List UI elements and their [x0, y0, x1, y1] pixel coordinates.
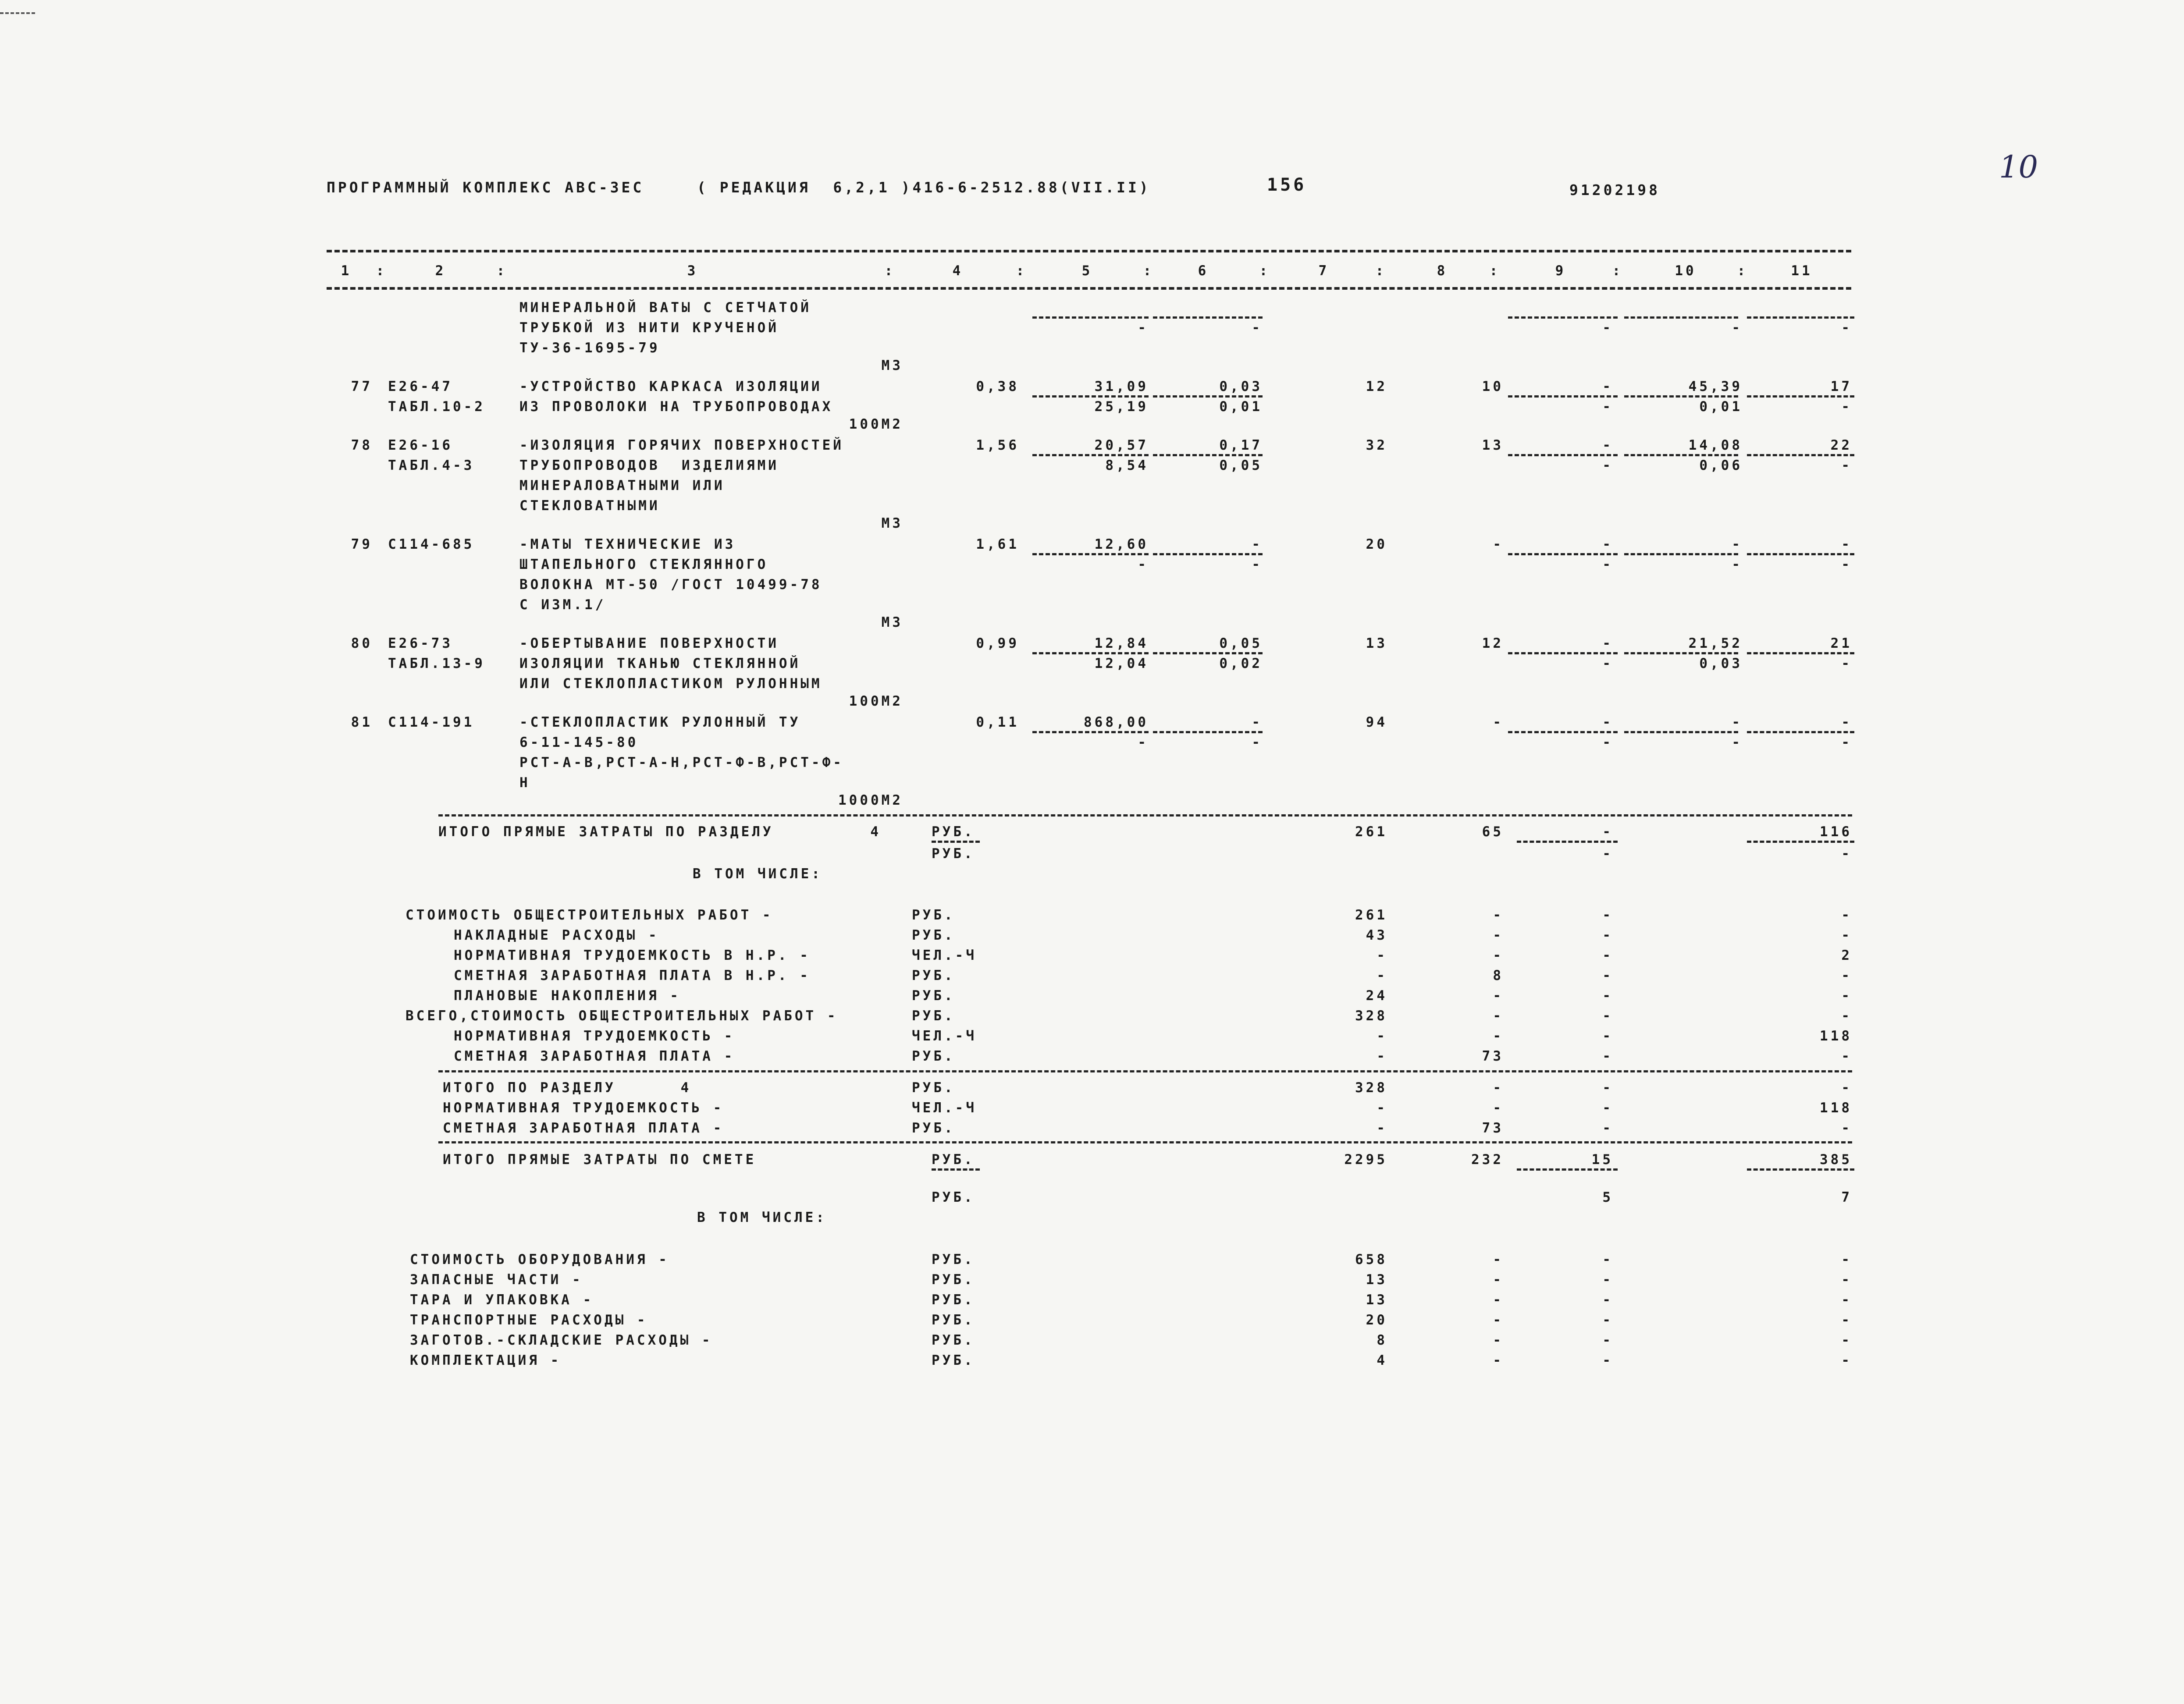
summary-c7: -	[1377, 1120, 1387, 1136]
summary-unit: РУБ.	[912, 1120, 955, 1136]
breakdown-c9: -	[1602, 907, 1613, 923]
breakdown-c8: -	[1493, 1008, 1504, 1024]
value2-c6: -	[1252, 320, 1263, 336]
section-total-unit: РУБ.	[932, 824, 975, 840]
breakdown-c9: -	[1602, 1048, 1613, 1064]
value2-c11: -	[1841, 458, 1852, 473]
value-c9: -	[1602, 437, 1613, 453]
item-number: 79	[351, 536, 373, 552]
value-c11: -	[1841, 714, 1852, 730]
value-underline-c11	[1747, 1168, 1854, 1171]
value2-c6: 0,05	[1219, 458, 1263, 473]
value-c11: 21	[1830, 635, 1852, 651]
summary-c8: -	[1493, 1080, 1504, 1096]
value2-c9: -	[1602, 656, 1613, 671]
equipment-c7: 13	[1366, 1272, 1387, 1288]
section-rule	[438, 814, 1852, 816]
breakdown-label: СТОИМОСТЬ ОБЩЕСТРОИТЕЛЬНЫХ РАБОТ -	[405, 907, 773, 923]
value-c8: -	[1493, 714, 1504, 730]
value-c6: 0,03	[1219, 379, 1263, 394]
item-code: Е26-16	[388, 437, 453, 453]
value-c7: 12	[1366, 379, 1387, 394]
item-code: Е26-47	[388, 379, 453, 394]
edition-label: ( РЕДАКЦИЯ 6,2,1 )416-6-2512.88(VII.II)	[697, 179, 1151, 196]
breakdown-c7: 261	[1355, 907, 1387, 923]
value2-c9: -	[1602, 557, 1613, 572]
item-name-line: Н	[519, 775, 530, 791]
value2-c11: -	[1841, 735, 1852, 750]
breakdown-label: СМЕТНАЯ ЗАРАБОТНАЯ ПЛАТА В Н.Р. -	[454, 968, 811, 983]
value-c11: 17	[1830, 379, 1852, 394]
value-underline-c11	[1747, 841, 1854, 843]
value2-c9: -	[1602, 399, 1613, 415]
breakdown-label: НОРМАТИВНАЯ ТРУДОЕМКОСТЬ -	[454, 1028, 735, 1044]
column-separator: :	[1375, 263, 1387, 279]
value-underline-c9	[1517, 841, 1618, 843]
breakdown-c9: -	[1602, 1008, 1613, 1024]
value-c4: 1,56	[976, 437, 1019, 453]
equipment-c9: -	[1602, 1272, 1613, 1288]
value-c10: -	[1732, 714, 1743, 730]
equipment-c8: -	[1493, 1353, 1504, 1368]
equipment-c7: 658	[1355, 1252, 1387, 1267]
breakdown-label: НАКЛАДНЫЕ РАСХОДЫ -	[454, 927, 659, 943]
item-number: 80	[351, 635, 373, 651]
estimate-total-unit2: РУБ.	[932, 1189, 975, 1205]
equipment-c9: -	[1602, 1292, 1613, 1308]
column-header-1: 1	[341, 263, 352, 279]
value-c7: 13	[1366, 635, 1387, 651]
breakdown-c9: -	[1602, 927, 1613, 943]
summary-c9: -	[1602, 1120, 1613, 1136]
estimate-rule	[438, 1141, 1852, 1143]
equipment-c9: -	[1602, 1252, 1613, 1267]
breakdown-unit: РУБ.	[912, 927, 955, 943]
value2-c10: 0,01	[1699, 399, 1743, 415]
value2-c5: -	[1138, 320, 1149, 336]
value-c7: 94	[1366, 714, 1387, 730]
breakdown-unit: РУБ.	[912, 988, 955, 1004]
item-name-line: ИЗ ПРОВОЛОКИ НА ТРУБОПРОВОДАХ	[519, 399, 833, 415]
equipment-unit: РУБ.	[932, 1353, 975, 1368]
breakdown-label: СМЕТНАЯ ЗАРАБОТНАЯ ПЛАТА -	[454, 1048, 735, 1064]
equipment-c11: -	[1841, 1332, 1852, 1348]
value-c4: 0,99	[976, 635, 1019, 651]
value2-c10: -	[1732, 735, 1743, 750]
item-name-line: -УСТРОЙСТВО КАРКАСА ИЗОЛЯЦИИ	[519, 379, 822, 394]
breakdown-c11: -	[1841, 968, 1852, 983]
column-separator: :	[496, 263, 508, 279]
column-header-5: 5	[1081, 263, 1093, 279]
breakdown-label: ПЛАНОВЫЕ НАКОПЛЕНИЯ -	[454, 988, 681, 1004]
breakdown-c7: -	[1377, 1048, 1387, 1064]
breakdown-c8: -	[1493, 907, 1504, 923]
item-name-line: СТЕКЛОВАТНЫМИ	[519, 498, 660, 514]
equipment-unit: РУБ.	[932, 1272, 975, 1288]
equipment-c8: -	[1493, 1272, 1504, 1288]
section-total-c11: 116	[1820, 824, 1852, 840]
item-name-line: -МАТЫ ТЕХНИЧЕСКИЕ ИЗ	[519, 536, 736, 552]
value-c8: 10	[1482, 379, 1504, 394]
equipment-c7: 20	[1366, 1312, 1387, 1328]
breakdown-c9: -	[1602, 948, 1613, 963]
value-c6: 0,05	[1219, 635, 1263, 651]
item-name-line: ИЛИ СТЕКЛОПЛАСТИКОМ РУЛОННЫМ	[519, 676, 822, 692]
breakdown-c7: 43	[1366, 927, 1387, 943]
estimate-total-unit: РУБ.	[932, 1152, 975, 1168]
program-name: ПРОГРАММНЫЙ КОМПЛЕКС АВС-3ЕС	[327, 179, 644, 196]
value2-c10: 0,06	[1699, 458, 1743, 473]
equipment-c8: -	[1493, 1332, 1504, 1348]
item-code: ТАБЛ.4-3	[388, 458, 475, 473]
breakdown-c7: -	[1377, 1028, 1387, 1044]
in-that-label-2: В ТОМ ЧИСЛЕ:	[697, 1210, 827, 1225]
value-c8: 13	[1482, 437, 1504, 453]
value2-c6: -	[1252, 557, 1263, 572]
breakdown-unit: РУБ.	[912, 907, 955, 923]
value-c11: 22	[1830, 437, 1852, 453]
breakdown-c11: 2	[1841, 948, 1852, 963]
breakdown-c11: -	[1841, 1008, 1852, 1024]
item-code: Е26-73	[388, 635, 453, 651]
column-separator: :	[1143, 263, 1154, 279]
breakdown-c8: 8	[1493, 968, 1504, 983]
document-code: 91202198	[1569, 181, 1660, 199]
summary-c11: -	[1841, 1120, 1852, 1136]
value-c6: -	[1252, 714, 1263, 730]
equipment-c8: -	[1493, 1312, 1504, 1328]
value2-c11: -	[1841, 557, 1852, 572]
breakdown-label: НОРМАТИВНАЯ ТРУДОЕМКОСТЬ В Н.Р. -	[454, 948, 811, 963]
section-total-c9b: -	[1602, 846, 1613, 862]
equipment-label: СТОИМОСТЬ ОБОРУДОВАНИЯ -	[410, 1252, 669, 1267]
equipment-label: ТРАНСПОРТНЫЕ РАСХОДЫ -	[410, 1312, 648, 1328]
value2-c9: -	[1602, 735, 1613, 750]
summary-c9: -	[1602, 1100, 1613, 1116]
page-number: 156	[1267, 175, 1307, 195]
value-c5: 12,60	[1094, 536, 1149, 552]
value-c9: -	[1602, 714, 1613, 730]
item-unit: М3	[881, 614, 903, 630]
equipment-unit: РУБ.	[932, 1252, 975, 1267]
column-header-10: 10	[1675, 263, 1697, 279]
equipment-label: ТАРА И УПАКОВКА -	[410, 1292, 594, 1308]
equipment-c11: -	[1841, 1353, 1852, 1368]
estimate-total-c11b: 7	[1841, 1189, 1852, 1205]
column-header-4: 4	[952, 263, 964, 279]
value2-c9: -	[1602, 320, 1613, 336]
summary-c7: 328	[1355, 1080, 1387, 1096]
scan-mark	[0, 12, 35, 14]
value-c10: 45,39	[1688, 379, 1743, 394]
summary-label: ИТОГО ПО РАЗДЕЛУ 4	[443, 1080, 692, 1096]
column-separator: :	[1612, 263, 1623, 279]
item-unit: 1000М2	[838, 792, 903, 808]
column-separator: :	[1737, 263, 1748, 279]
breakdown-unit: ЧЕЛ.-Ч	[912, 1028, 977, 1044]
item-name-line: РСТ-А-В,РСТ-А-Н,РСТ-Ф-В,РСТ-Ф-	[519, 755, 844, 770]
equipment-c11: -	[1841, 1292, 1852, 1308]
item-unit: 100М2	[849, 416, 903, 432]
summary-c7: -	[1377, 1100, 1387, 1116]
column-header-8: 8	[1437, 263, 1448, 279]
column-header-11: 11	[1791, 263, 1813, 279]
value-c9: -	[1602, 635, 1613, 651]
column-header-9: 9	[1555, 263, 1566, 279]
unit-underline	[932, 841, 980, 843]
equipment-label: ЗАГОТОВ.-СКЛАДСКИЕ РАСХОДЫ -	[410, 1332, 713, 1348]
summary-rule	[438, 1070, 1852, 1072]
column-separator: :	[1489, 263, 1501, 279]
column-separator: :	[376, 263, 387, 279]
value-c7: 20	[1366, 536, 1387, 552]
value2-c11: -	[1841, 320, 1852, 336]
estimate-total-c9b: 5	[1602, 1189, 1613, 1205]
value2-c5: 25,19	[1094, 399, 1149, 415]
item-name-line: МИНЕРАЛОВАТНЫМИ ИЛИ	[519, 478, 725, 493]
equipment-label: ЗАПАСНЫЕ ЧАСТИ -	[410, 1272, 583, 1288]
equipment-unit: РУБ.	[932, 1312, 975, 1328]
breakdown-unit: РУБ.	[912, 968, 955, 983]
item-name-line: -ОБЕРТЫВАНИЕ ПОВЕРХНОСТИ	[519, 635, 779, 651]
value-c5: 31,09	[1094, 379, 1149, 394]
value2-c11: -	[1841, 656, 1852, 671]
breakdown-c9: -	[1602, 968, 1613, 983]
item-name-line: ТРУБКОЙ ИЗ НИТИ КРУЧЕНОЙ	[519, 320, 779, 336]
breakdown-c11: 118	[1820, 1028, 1852, 1044]
equipment-unit: РУБ.	[932, 1332, 975, 1348]
summary-label: СМЕТНАЯ ЗАРАБОТНАЯ ПЛАТА -	[443, 1120, 724, 1136]
item-name-line: -ИЗОЛЯЦИЯ ГОРЯЧИХ ПОВЕРХНОСТЕЙ	[519, 437, 844, 453]
summary-c11: -	[1841, 1080, 1852, 1096]
equipment-c9: -	[1602, 1332, 1613, 1348]
equipment-unit: РУБ.	[932, 1292, 975, 1308]
estimate-total-c11: 385	[1820, 1152, 1852, 1168]
item-name-line: -СТЕКЛОПЛАСТИК РУЛОННЫЙ ТУ	[519, 714, 801, 730]
item-unit: М3	[881, 515, 903, 531]
equipment-c9: -	[1602, 1312, 1613, 1328]
breakdown-label: ВСЕГО,СТОИМОСТЬ ОБЩЕСТРОИТЕЛЬНЫХ РАБОТ -	[405, 1008, 838, 1024]
item-name-line: 6-11-145-80	[519, 735, 639, 750]
equipment-c8: -	[1493, 1292, 1504, 1308]
breakdown-c8: -	[1493, 1028, 1504, 1044]
equipment-c11: -	[1841, 1312, 1852, 1328]
value2-c5: 8,54	[1105, 458, 1149, 473]
value-c4: 1,61	[976, 536, 1019, 552]
summary-unit: РУБ.	[912, 1080, 955, 1096]
summary-unit: ЧЕЛ.-Ч	[912, 1100, 977, 1116]
breakdown-c9: -	[1602, 1028, 1613, 1044]
column-separator: :	[884, 263, 896, 279]
breakdown-c9: -	[1602, 988, 1613, 1004]
value-c8: -	[1493, 536, 1504, 552]
summary-c11: 118	[1820, 1100, 1852, 1116]
item-unit: М3	[881, 358, 903, 373]
handwritten-page-number: 10	[1999, 149, 2038, 185]
equipment-label: КОМПЛЕКТАЦИЯ -	[410, 1353, 562, 1368]
value-c4: 0,38	[976, 379, 1019, 394]
equipment-c8: -	[1493, 1252, 1504, 1267]
item-name-line: МИНЕРАЛЬНОЙ ВАТЫ С СЕТЧАТОЙ	[519, 300, 811, 316]
item-name-line: ШТАПЕЛЬНОГО СТЕКЛЯННОГО	[519, 557, 768, 572]
column-separator: :	[1259, 263, 1270, 279]
value-c5: 12,84	[1094, 635, 1149, 651]
value-c8: 12	[1482, 635, 1504, 651]
section-total-c11b: -	[1841, 846, 1852, 862]
value2-c11: -	[1841, 399, 1852, 415]
breakdown-c7: -	[1377, 948, 1387, 963]
breakdown-c8: -	[1493, 988, 1504, 1004]
value2-c5: -	[1138, 557, 1149, 572]
equipment-c7: 8	[1377, 1332, 1387, 1348]
column-header-3: 3	[687, 263, 698, 279]
unit-underline	[932, 1168, 980, 1171]
breakdown-c7: -	[1377, 968, 1387, 983]
item-name-line: ТУ-36-1695-79	[519, 340, 660, 356]
item-number: 77	[351, 379, 373, 394]
breakdown-c11: -	[1841, 988, 1852, 1004]
value-c11: -	[1841, 536, 1852, 552]
column-header-6: 6	[1198, 263, 1209, 279]
value2-c6: 0,01	[1219, 399, 1263, 415]
breakdown-c11: -	[1841, 927, 1852, 943]
summary-c8: -	[1493, 1100, 1504, 1116]
summary-c9: -	[1602, 1080, 1613, 1096]
breakdown-unit: РУБ.	[912, 1008, 955, 1024]
item-number: 81	[351, 714, 373, 730]
estimate-total-c8: 232	[1471, 1152, 1504, 1168]
value2-c10: 0,03	[1699, 656, 1743, 671]
in-that-label: В ТОМ ЧИСЛЕ:	[693, 866, 822, 882]
breakdown-c11: -	[1841, 1048, 1852, 1064]
value-c4: 0,11	[976, 714, 1019, 730]
summary-label: НОРМАТИВНАЯ ТРУДОЕМКОСТЬ -	[443, 1100, 724, 1116]
value-c7: 32	[1366, 437, 1387, 453]
section-total-c7: 261	[1355, 824, 1387, 840]
value-c10: 21,52	[1688, 635, 1743, 651]
item-name-line: ТРУБОПРОВОДОВ ИЗДЕЛИЯМИ	[519, 458, 779, 473]
summary-c8: 73	[1482, 1120, 1504, 1136]
section-total-c8: 65	[1482, 824, 1504, 840]
breakdown-c8: -	[1493, 927, 1504, 943]
equipment-c7: 4	[1377, 1353, 1387, 1368]
header-rule-bottom	[327, 287, 1851, 290]
value-c6: 0,17	[1219, 437, 1263, 453]
value-c6: -	[1252, 536, 1263, 552]
equipment-c9: -	[1602, 1353, 1613, 1368]
breakdown-c7: 328	[1355, 1008, 1387, 1024]
equipment-c11: -	[1841, 1252, 1852, 1267]
item-code: С114-191	[388, 714, 475, 730]
item-unit: 100М2	[849, 693, 903, 709]
value2-c10: -	[1732, 557, 1743, 572]
breakdown-unit: РУБ.	[912, 1048, 955, 1064]
value-c5: 868,00	[1084, 714, 1149, 730]
section-total-unit2: РУБ.	[932, 846, 975, 862]
value2-c10: -	[1732, 320, 1743, 336]
breakdown-c7: 24	[1366, 988, 1387, 1004]
header-rule-top	[327, 250, 1851, 252]
value-c5: 20,57	[1094, 437, 1149, 453]
value2-c6: 0,02	[1219, 656, 1263, 671]
value-c9: -	[1602, 536, 1613, 552]
column-separator: :	[1016, 263, 1027, 279]
item-name-line: ВОЛОКНА МТ-50 /ГОСТ 10499-78	[519, 577, 822, 593]
section-total-label: ИТОГО ПРЯМЫЕ ЗАТРАТЫ ПО РАЗДЕЛУ	[438, 824, 774, 840]
item-code: ТАБЛ.10-2	[388, 399, 485, 415]
equipment-c7: 13	[1366, 1292, 1387, 1308]
value-underline-c9	[1517, 1168, 1618, 1171]
section-total-c9: -	[1602, 824, 1613, 840]
value2-c5: -	[1138, 735, 1149, 750]
value-c10: 14,08	[1688, 437, 1743, 453]
section-number: 4	[870, 824, 881, 840]
breakdown-c11: -	[1841, 907, 1852, 923]
equipment-c11: -	[1841, 1272, 1852, 1288]
breakdown-c8: 73	[1482, 1048, 1504, 1064]
value2-c6: -	[1252, 735, 1263, 750]
column-header-2: 2	[435, 263, 446, 279]
breakdown-c8: -	[1493, 948, 1504, 963]
value-c10: -	[1732, 536, 1743, 552]
column-header-7: 7	[1318, 263, 1330, 279]
value2-c5: 12,04	[1094, 656, 1149, 671]
item-number: 78	[351, 437, 373, 453]
estimate-total-c9: 15	[1591, 1152, 1613, 1168]
estimate-total-label: ИТОГО ПРЯМЫЕ ЗАТРАТЫ ПО СМЕТЕ	[443, 1152, 757, 1168]
value-c9: -	[1602, 379, 1613, 394]
item-code: С114-685	[388, 536, 475, 552]
estimate-total-c7: 2295	[1344, 1152, 1387, 1168]
item-code: ТАБЛ.13-9	[388, 656, 485, 671]
breakdown-unit: ЧЕЛ.-Ч	[912, 948, 977, 963]
item-name-line: ИЗОЛЯЦИИ ТКАНЬЮ СТЕКЛЯННОЙ	[519, 656, 801, 671]
item-name-line: С ИЗМ.1/	[519, 597, 606, 613]
value2-c9: -	[1602, 458, 1613, 473]
